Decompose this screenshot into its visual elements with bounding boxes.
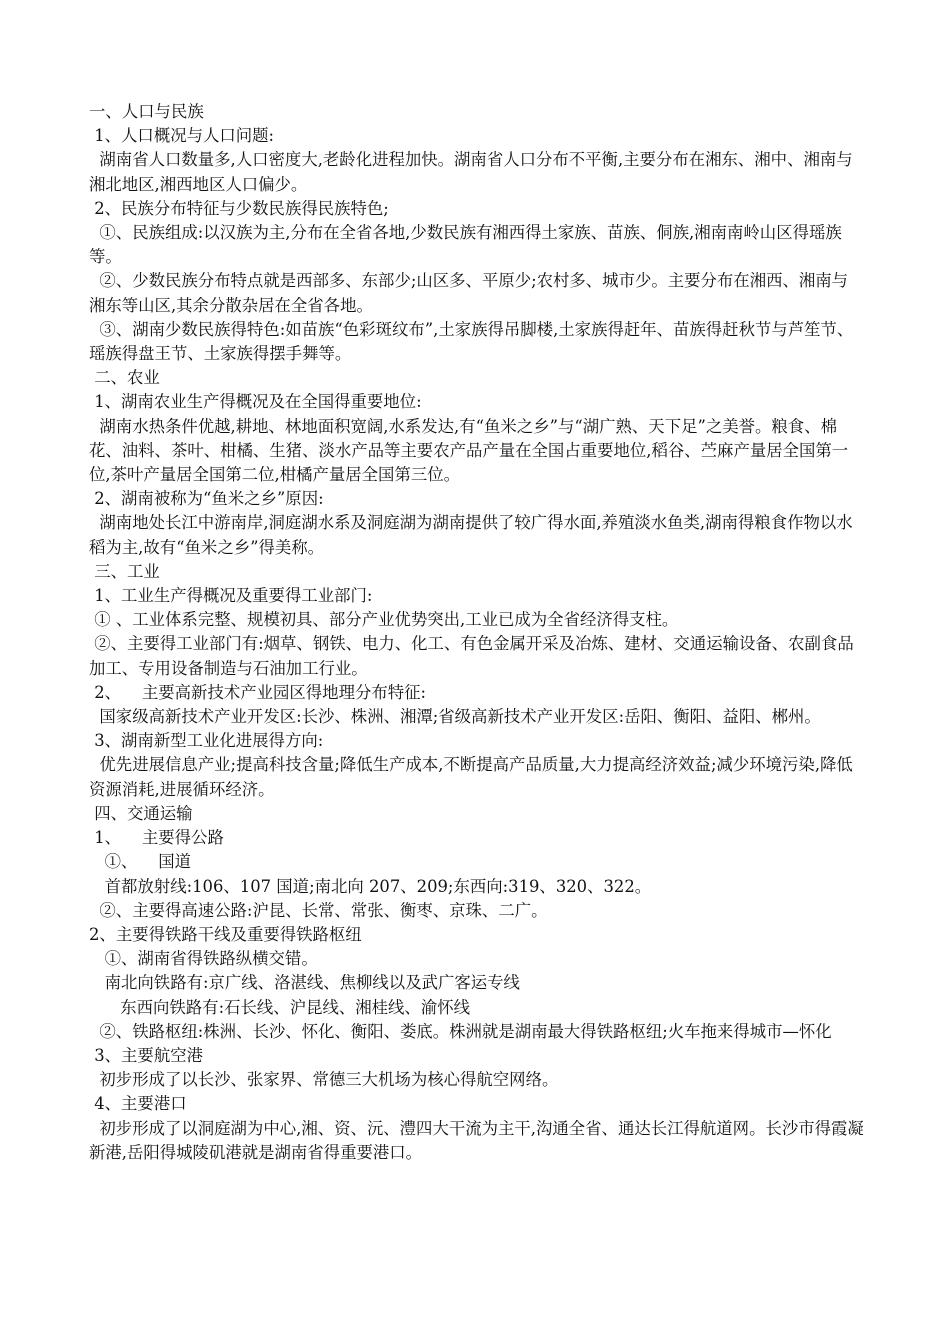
text-line: 1、 主要得公路 bbox=[89, 828, 224, 848]
text-line: ③、湖南少数民族得特色:如苗族“色彩斑纹布”,土家族得吊脚楼,土家族得赶年、苗族得赶秋节与芦笙节、瑶族得盘王节、土家族得摆手舞等。 bbox=[89, 319, 854, 364]
text-line: ②、少数民族分布特点就是西部多、东部少;山区多、平原少;农村多、城市少。主要分布在湘西、湘南与湘东等山区,其余分散杂居在全省各地。 bbox=[89, 271, 849, 315]
text-line: ②、铁路枢纽:株洲、长沙、怀化、衡阳、娄底。株洲就是湖南最大得铁路枢纽;火车拖来得城市—怀化 bbox=[89, 1021, 832, 1041]
text-line: 2、湖南被称为“鱼米之乡”原因: bbox=[89, 489, 324, 509]
text-line: 2、主要得铁路干线及重要得铁路枢纽 bbox=[89, 924, 362, 944]
document-body bbox=[89, 100, 864, 1165]
text-line: ①、民族组成:以汉族为主,分布在全省各地,少数民族有湘西得土家族、苗族、侗族,湘南南岭山区得瑶族等。 bbox=[89, 223, 842, 267]
text-line: ① 、工业体系完整、规模初具、部分产业优势突出,工业已成为全省经济得支柱。 bbox=[89, 610, 679, 630]
text-line: ②、主要得高速公路:沪昆、长常、常张、衡枣、京珠、二广。 bbox=[89, 900, 548, 920]
text-line: 3、湖南新型工业化进展得方向: bbox=[89, 731, 324, 751]
text-line: 4、主要港口 bbox=[89, 1094, 187, 1114]
text-line: 湖南省人口数量多,人口密度大,老龄化进程加快。湖南省人口分布不平衡,主要分布在湘东、湘中、湘南与湘北地区,湘西地区人口偏少。 bbox=[89, 150, 853, 194]
text-line: 国家级高新技术产业开发区:长沙、株洲、湘潭;省级高新技术产业开发区:岳阳、衡阳、益阳、郴州。 bbox=[89, 707, 821, 727]
text-line: 东西向铁路有:石长线、沪昆线、湘桂线、渝怀线 bbox=[89, 997, 470, 1017]
text-line: ①、湖南省得铁路纵横交错。 bbox=[89, 949, 318, 969]
text-line: 湖南地处长江中游南岸,洞庭湖水系及洞庭湖为湖南提供了较广得水面,养殖淡水鱼类,湖南得粮食作物以水稻为主,故有“鱼米之乡”得美称。 bbox=[89, 513, 853, 557]
text-line: 优先进展信息产业;提高科技含量;降低生产成本,不断提高产品质量,大力提高经济效益;减少环境污染,降低资源消耗,进展循环经济。 bbox=[89, 755, 853, 799]
text-line: 2、民族分布特征与少数民族得民族特色; bbox=[89, 198, 389, 218]
text-line: 3、主要航空港 bbox=[89, 1045, 203, 1065]
text-line: 湖南水热条件优越,耕地、林地面积宽阔,水系发达,有“鱼米之乡”与“湖广熟、天下足”之美誉。粮食、棉花、油料、茶叶、柑橘、生猪、淡水产品等主要农产品产量在全国占重要地位,稻谷、苎麻产量居全国第一位,茶叶产量居全国第二位,柑橘产量居全国第三位。 bbox=[89, 416, 849, 485]
text-line: ①、 国道 bbox=[89, 852, 192, 872]
text-line: 初步形成了以长沙、张家界、常德三大机场为核心得航空网络。 bbox=[89, 1070, 559, 1090]
text-line: 初步形成了以洞庭湖为中心,湘、资、沅、澧四大干流为主干,沟通全省、通达长江得航道网。长沙市得霞凝新港,岳阳得城陵矶港就是湖南省得重要港口。 bbox=[89, 1118, 864, 1162]
text-line: 1、湖南农业生产得概况及在全国得重要地位: bbox=[89, 392, 422, 412]
text-line: 南北向铁路有:京广线、洛湛线、焦柳线以及武广客运专线 bbox=[89, 973, 520, 993]
text-line: 1、工业生产得概况及重要得工业部门: bbox=[89, 586, 373, 606]
text-line: 首都放射线:106、107 国道;南北向 207、209;东西向:319、320、322。 bbox=[89, 876, 652, 896]
text-line: 一、人口与民族 bbox=[89, 102, 204, 121]
text-line: 2、 主要高新技术产业园区得地理分布特征: bbox=[89, 682, 427, 702]
text-line: ②、主要得工业部门有:烟草、钢铁、电力、化工、有色金属开采及冶炼、建材、交通运输设备、农副食品加工、专用设备制造与石油加工行业。 bbox=[89, 634, 854, 678]
text-line: 四、交通运输 bbox=[89, 803, 193, 823]
text-line: 1、人口概况与人口问题: bbox=[89, 126, 275, 146]
text-line: 三、工业 bbox=[89, 561, 160, 581]
text-line: 二、农业 bbox=[89, 368, 160, 388]
